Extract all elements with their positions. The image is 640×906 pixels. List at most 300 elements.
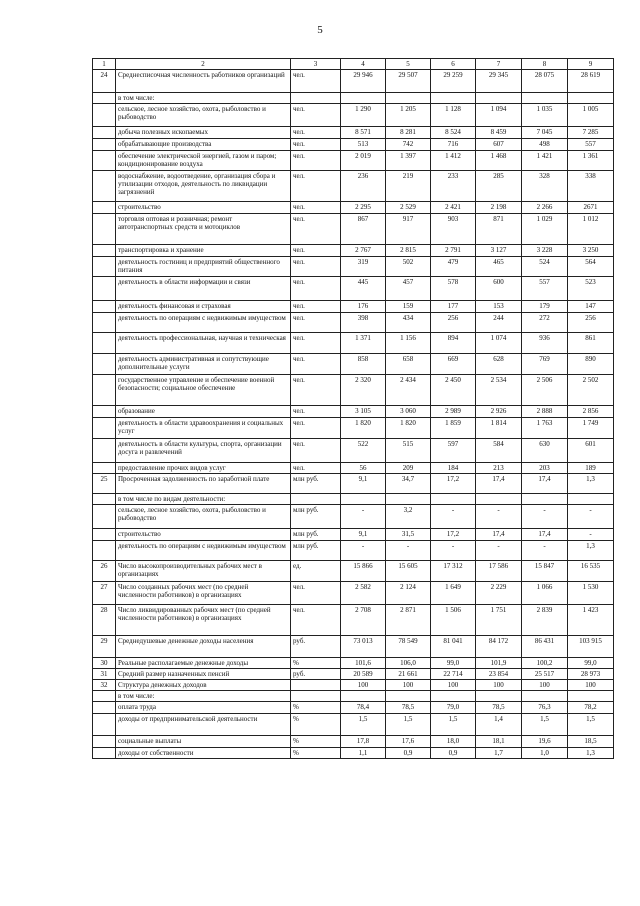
table-row bbox=[93, 127, 614, 139]
row-number-cell: 28 bbox=[93, 605, 116, 636]
value-cell: 3 228 bbox=[522, 245, 568, 257]
row-number-cell: 29 bbox=[93, 636, 116, 658]
value-cell: 2 989 bbox=[431, 406, 476, 418]
value-cell: 2 856 bbox=[568, 406, 614, 418]
value-cell: 557 bbox=[522, 277, 568, 301]
value-cell: 867 bbox=[341, 214, 386, 245]
indicator-name-cell: Число ликвидированных рабочих мест (по средней численности работников) в организациях bbox=[116, 605, 291, 636]
value-cell: 1 506 bbox=[431, 605, 476, 636]
value-cell: 1,7 bbox=[476, 748, 522, 759]
table-row bbox=[93, 494, 614, 505]
unit-cell: млн руб. bbox=[291, 541, 341, 561]
value-cell: 1 066 bbox=[522, 582, 568, 605]
unit-cell: чел. bbox=[291, 605, 341, 636]
value-cell: 76,3 bbox=[522, 702, 568, 714]
value-cell: 20 589 bbox=[341, 669, 386, 680]
unit-cell: чел. bbox=[291, 277, 341, 301]
value-cell: 15 605 bbox=[386, 561, 431, 582]
value-cell bbox=[386, 494, 431, 505]
table-row bbox=[93, 418, 614, 439]
value-cell: 1 361 bbox=[568, 151, 614, 171]
value-cell: 597 bbox=[431, 439, 476, 463]
value-cell: 56 bbox=[341, 463, 386, 474]
value-cell bbox=[476, 691, 522, 702]
value-cell: 17 312 bbox=[431, 561, 476, 582]
value-cell: 1 074 bbox=[476, 333, 522, 354]
row-number-cell: 27 bbox=[93, 582, 116, 605]
table-row bbox=[93, 354, 614, 375]
value-cell: 2 434 bbox=[386, 375, 431, 406]
indicator-name-cell: обрабатывающие производства bbox=[116, 139, 291, 151]
value-cell: 244 bbox=[476, 313, 522, 333]
value-cell: 28 075 bbox=[522, 70, 568, 93]
value-cell: 769 bbox=[522, 354, 568, 375]
value-cell: 2 019 bbox=[341, 151, 386, 171]
value-cell: 153 bbox=[476, 301, 522, 313]
value-cell: 445 bbox=[341, 277, 386, 301]
value-cell: - bbox=[476, 541, 522, 561]
unit-cell bbox=[291, 93, 341, 104]
indicator-name-cell: в том числе по видам деятельности: bbox=[116, 494, 291, 505]
table-row bbox=[93, 277, 614, 301]
table-row bbox=[93, 474, 614, 494]
value-cell: 18,5 bbox=[568, 736, 614, 748]
indicator-name-cell: деятельность административная и сопутствующие дополнительные услуги bbox=[116, 354, 291, 375]
value-cell: 19,6 bbox=[522, 736, 568, 748]
value-cell: 1,5 bbox=[341, 714, 386, 736]
unit-cell: чел. bbox=[291, 214, 341, 245]
value-cell: 0,9 bbox=[386, 748, 431, 759]
value-cell: 100 bbox=[386, 680, 431, 691]
indicator-name-cell: оплата труда bbox=[116, 702, 291, 714]
value-cell: - bbox=[431, 505, 476, 529]
row-number-cell bbox=[93, 505, 116, 529]
value-cell: 515 bbox=[386, 439, 431, 463]
value-cell: 2 815 bbox=[386, 245, 431, 257]
unit-cell: чел. bbox=[291, 375, 341, 406]
table-row bbox=[93, 505, 614, 529]
indicator-name-cell: образование bbox=[116, 406, 291, 418]
value-cell: 2 839 bbox=[522, 605, 568, 636]
value-cell: 21 661 bbox=[386, 669, 431, 680]
row-number-cell bbox=[93, 104, 116, 127]
row-number-cell bbox=[93, 702, 116, 714]
row-number-cell bbox=[93, 313, 116, 333]
indicator-name-cell: предоставление прочих видов услуг bbox=[116, 463, 291, 474]
value-cell: 101,9 bbox=[476, 658, 522, 669]
row-number-cell bbox=[93, 529, 116, 541]
value-cell: 15 847 bbox=[522, 561, 568, 582]
value-cell: 189 bbox=[568, 463, 614, 474]
row-number-cell bbox=[93, 354, 116, 375]
value-cell: 871 bbox=[476, 214, 522, 245]
value-cell: 1 012 bbox=[568, 214, 614, 245]
indicator-name-cell: Реальные располагаемые денежные доходы bbox=[116, 658, 291, 669]
value-cell bbox=[341, 494, 386, 505]
table-row bbox=[93, 313, 614, 333]
value-cell: 9,1 bbox=[341, 474, 386, 494]
value-cell: 628 bbox=[476, 354, 522, 375]
value-cell: 16 535 bbox=[568, 561, 614, 582]
value-cell: 1,0 bbox=[522, 748, 568, 759]
table-row bbox=[93, 171, 614, 202]
row-number-cell: 32 bbox=[93, 680, 116, 691]
value-cell: - bbox=[431, 541, 476, 561]
value-cell: 213 bbox=[476, 463, 522, 474]
table-row bbox=[93, 439, 614, 463]
value-cell: 18,0 bbox=[431, 736, 476, 748]
unit-cell: млн руб. bbox=[291, 505, 341, 529]
value-cell: 557 bbox=[568, 139, 614, 151]
row-number-cell bbox=[93, 171, 116, 202]
value-cell: 209 bbox=[386, 463, 431, 474]
row-number-cell: 30 bbox=[93, 658, 116, 669]
value-cell: 233 bbox=[431, 171, 476, 202]
value-cell: 338 bbox=[568, 171, 614, 202]
table-row bbox=[93, 605, 614, 636]
unit-cell: % bbox=[291, 736, 341, 748]
row-number-cell bbox=[93, 736, 116, 748]
unit-cell: % bbox=[291, 658, 341, 669]
row-number-cell bbox=[93, 245, 116, 257]
unit-cell: млн руб. bbox=[291, 474, 341, 494]
value-cell: 177 bbox=[431, 301, 476, 313]
indicator-name-cell: в том числе: bbox=[116, 691, 291, 702]
value-cell: 29 507 bbox=[386, 70, 431, 93]
column-number-2: 2 bbox=[116, 59, 291, 70]
value-cell: 434 bbox=[386, 313, 431, 333]
value-cell bbox=[476, 93, 522, 104]
unit-cell: % bbox=[291, 714, 341, 736]
value-cell: 2 229 bbox=[476, 582, 522, 605]
value-cell: 2 320 bbox=[341, 375, 386, 406]
table-row bbox=[93, 714, 614, 736]
value-cell: 1 530 bbox=[568, 582, 614, 605]
row-number-cell: 31 bbox=[93, 669, 116, 680]
table-row bbox=[93, 70, 614, 93]
indicator-name-cell: водоснабжение, водоотведение, организация сбора и утилизации отходов, деятельность по ликвидации загрязнений bbox=[116, 171, 291, 202]
unit-cell: чел. bbox=[291, 127, 341, 139]
value-cell bbox=[431, 691, 476, 702]
value-cell: 1 814 bbox=[476, 418, 522, 439]
value-cell: 1,3 bbox=[568, 474, 614, 494]
table-row bbox=[93, 582, 614, 605]
unit-cell: чел. bbox=[291, 333, 341, 354]
value-cell: 2 421 bbox=[431, 202, 476, 214]
value-cell: 2 529 bbox=[386, 202, 431, 214]
value-cell bbox=[341, 691, 386, 702]
value-cell: - bbox=[341, 505, 386, 529]
value-cell: 1,1 bbox=[341, 748, 386, 759]
row-number-cell bbox=[93, 333, 116, 354]
row-number-cell: 25 bbox=[93, 474, 116, 494]
indicator-name-cell: строительство bbox=[116, 202, 291, 214]
table-row bbox=[93, 529, 614, 541]
value-cell: 936 bbox=[522, 333, 568, 354]
value-cell: 17,4 bbox=[476, 529, 522, 541]
row-number-cell bbox=[93, 714, 116, 736]
value-cell: 2 888 bbox=[522, 406, 568, 418]
value-cell: 522 bbox=[341, 439, 386, 463]
value-cell: 219 bbox=[386, 171, 431, 202]
table-row bbox=[93, 561, 614, 582]
value-cell: 398 bbox=[341, 313, 386, 333]
value-cell: 607 bbox=[476, 139, 522, 151]
value-cell: 1 156 bbox=[386, 333, 431, 354]
table-row bbox=[93, 680, 614, 691]
indicator-name-cell: доходы от собственности bbox=[116, 748, 291, 759]
value-cell: 2 124 bbox=[386, 582, 431, 605]
value-cell: - bbox=[522, 505, 568, 529]
value-cell: 159 bbox=[386, 301, 431, 313]
row-number-cell bbox=[93, 691, 116, 702]
table-row bbox=[93, 245, 614, 257]
value-cell: 2 871 bbox=[386, 605, 431, 636]
value-cell: 742 bbox=[386, 139, 431, 151]
value-cell bbox=[568, 494, 614, 505]
value-cell: 513 bbox=[341, 139, 386, 151]
value-cell: 31,5 bbox=[386, 529, 431, 541]
unit-cell: чел. bbox=[291, 582, 341, 605]
value-cell: 858 bbox=[341, 354, 386, 375]
page-number: 5 bbox=[317, 24, 323, 36]
value-cell: 22 714 bbox=[431, 669, 476, 680]
table-row bbox=[93, 104, 614, 127]
value-cell: 630 bbox=[522, 439, 568, 463]
value-cell: 1 649 bbox=[431, 582, 476, 605]
value-cell: 17,4 bbox=[476, 474, 522, 494]
value-cell: 2 791 bbox=[431, 245, 476, 257]
indicator-name-cell: в том числе: bbox=[116, 93, 291, 104]
indicator-name-cell: Среднедушевые денежные доходы населения bbox=[116, 636, 291, 658]
row-number-cell bbox=[93, 139, 116, 151]
indicator-name-cell: Число созданных рабочих мест (по средней численности работников) в организациях bbox=[116, 582, 291, 605]
value-cell: 1 421 bbox=[522, 151, 568, 171]
value-cell: 2 708 bbox=[341, 605, 386, 636]
unit-cell: чел. bbox=[291, 245, 341, 257]
statistics-table bbox=[92, 58, 614, 759]
value-cell: 100,2 bbox=[522, 658, 568, 669]
unit-cell: чел. bbox=[291, 139, 341, 151]
value-cell bbox=[386, 691, 431, 702]
value-cell: 17,4 bbox=[522, 474, 568, 494]
table-row bbox=[93, 658, 614, 669]
value-cell bbox=[522, 93, 568, 104]
value-cell: 1 035 bbox=[522, 104, 568, 127]
value-cell: 3,2 bbox=[386, 505, 431, 529]
column-number-7: 7 bbox=[476, 59, 522, 70]
value-cell: 81 041 bbox=[431, 636, 476, 658]
column-number-1: 1 bbox=[93, 59, 116, 70]
row-number-cell bbox=[93, 463, 116, 474]
value-cell: 100 bbox=[522, 680, 568, 691]
unit-cell: чел. bbox=[291, 104, 341, 127]
value-cell: 1 205 bbox=[386, 104, 431, 127]
value-cell: 34,7 bbox=[386, 474, 431, 494]
value-cell: 2 266 bbox=[522, 202, 568, 214]
value-cell: 100 bbox=[431, 680, 476, 691]
value-cell: 15 866 bbox=[341, 561, 386, 582]
value-cell: 28 973 bbox=[568, 669, 614, 680]
value-cell: 3 127 bbox=[476, 245, 522, 257]
unit-cell: чел. bbox=[291, 354, 341, 375]
indicator-name-cell: Число высокопроизводительных рабочих мест в организациях bbox=[116, 561, 291, 582]
value-cell bbox=[522, 691, 568, 702]
value-cell: 890 bbox=[568, 354, 614, 375]
row-number-cell bbox=[93, 541, 116, 561]
column-number-3: 3 bbox=[291, 59, 341, 70]
indicator-name-cell: транспортировка и хранение bbox=[116, 245, 291, 257]
indicator-name-cell: деятельность по операциям с недвижимым имуществом bbox=[116, 541, 291, 561]
value-cell: 1 859 bbox=[431, 418, 476, 439]
value-cell: 1 029 bbox=[522, 214, 568, 245]
value-cell: 179 bbox=[522, 301, 568, 313]
value-cell: 101,6 bbox=[341, 658, 386, 669]
value-cell: 184 bbox=[431, 463, 476, 474]
row-number-cell bbox=[93, 418, 116, 439]
unit-cell: % bbox=[291, 748, 341, 759]
indicator-name-cell: деятельность гостиниц и предприятий общественного питания bbox=[116, 257, 291, 277]
row-number-cell bbox=[93, 277, 116, 301]
indicator-name-cell: деятельность в области информации и связи bbox=[116, 277, 291, 301]
table-row bbox=[93, 463, 614, 474]
table-row bbox=[93, 406, 614, 418]
value-cell: 86 431 bbox=[522, 636, 568, 658]
unit-cell: чел. bbox=[291, 151, 341, 171]
value-cell: 1 128 bbox=[431, 104, 476, 127]
value-cell: 2671 bbox=[568, 202, 614, 214]
row-number-cell bbox=[93, 93, 116, 104]
unit-cell: чел. bbox=[291, 406, 341, 418]
value-cell: 236 bbox=[341, 171, 386, 202]
value-cell: 203 bbox=[522, 463, 568, 474]
row-number-cell bbox=[93, 748, 116, 759]
value-cell: 0,9 bbox=[431, 748, 476, 759]
value-cell: 669 bbox=[431, 354, 476, 375]
value-cell: 658 bbox=[386, 354, 431, 375]
value-cell: 1 412 bbox=[431, 151, 476, 171]
table-row bbox=[93, 702, 614, 714]
table-row bbox=[93, 257, 614, 277]
value-cell: 1,5 bbox=[386, 714, 431, 736]
value-cell: 79,0 bbox=[431, 702, 476, 714]
value-cell: 601 bbox=[568, 439, 614, 463]
unit-cell: чел. bbox=[291, 171, 341, 202]
value-cell: 457 bbox=[386, 277, 431, 301]
value-cell: 8 571 bbox=[341, 127, 386, 139]
value-cell: 18,1 bbox=[476, 736, 522, 748]
value-cell: 17,8 bbox=[341, 736, 386, 748]
row-number-cell bbox=[93, 301, 116, 313]
value-cell: 25 517 bbox=[522, 669, 568, 680]
value-cell: 2 534 bbox=[476, 375, 522, 406]
column-number-8: 8 bbox=[522, 59, 568, 70]
value-cell: 1,3 bbox=[568, 541, 614, 561]
value-cell: 2 926 bbox=[476, 406, 522, 418]
indicator-name-cell: Среднесписочная численность работников организаций bbox=[116, 70, 291, 93]
row-number-cell: 24 bbox=[93, 70, 116, 93]
value-cell: 861 bbox=[568, 333, 614, 354]
value-cell: 1,5 bbox=[568, 714, 614, 736]
indicator-name-cell: строительство bbox=[116, 529, 291, 541]
value-cell: 1 820 bbox=[386, 418, 431, 439]
value-cell: 1 423 bbox=[568, 605, 614, 636]
value-cell: 78 549 bbox=[386, 636, 431, 658]
unit-cell: млн руб. bbox=[291, 529, 341, 541]
unit-cell bbox=[291, 691, 341, 702]
indicator-name-cell: доходы от предпринимательской деятельности bbox=[116, 714, 291, 736]
value-cell bbox=[476, 494, 522, 505]
value-cell: 319 bbox=[341, 257, 386, 277]
value-cell: 2 506 bbox=[522, 375, 568, 406]
value-cell: 29 345 bbox=[476, 70, 522, 93]
value-cell: 1 468 bbox=[476, 151, 522, 171]
value-cell: 523 bbox=[568, 277, 614, 301]
value-cell: 716 bbox=[431, 139, 476, 151]
value-cell: 3 105 bbox=[341, 406, 386, 418]
value-cell: 1 094 bbox=[476, 104, 522, 127]
value-cell: 100 bbox=[568, 680, 614, 691]
row-number-cell bbox=[93, 406, 116, 418]
row-number-cell bbox=[93, 439, 116, 463]
value-cell: 1 820 bbox=[341, 418, 386, 439]
value-cell: 256 bbox=[431, 313, 476, 333]
value-cell bbox=[568, 93, 614, 104]
value-cell: 103 915 bbox=[568, 636, 614, 658]
unit-cell: руб. bbox=[291, 636, 341, 658]
value-cell bbox=[431, 494, 476, 505]
value-cell: 78,5 bbox=[476, 702, 522, 714]
row-number-cell bbox=[93, 127, 116, 139]
value-cell: 28 619 bbox=[568, 70, 614, 93]
value-cell: 917 bbox=[386, 214, 431, 245]
value-cell bbox=[341, 93, 386, 104]
value-cell: 2 450 bbox=[431, 375, 476, 406]
value-cell: 256 bbox=[568, 313, 614, 333]
value-cell: 584 bbox=[476, 439, 522, 463]
value-cell: 100 bbox=[476, 680, 522, 691]
indicator-name-cell: Структура денежных доходов bbox=[116, 680, 291, 691]
value-cell: 328 bbox=[522, 171, 568, 202]
table-row bbox=[93, 301, 614, 313]
table-row bbox=[93, 748, 614, 759]
value-cell: 1 763 bbox=[522, 418, 568, 439]
value-cell: 479 bbox=[431, 257, 476, 277]
value-cell: 17,4 bbox=[522, 529, 568, 541]
value-cell: 578 bbox=[431, 277, 476, 301]
value-cell: 176 bbox=[341, 301, 386, 313]
value-cell: 99,0 bbox=[568, 658, 614, 669]
column-number-4: 4 bbox=[341, 59, 386, 70]
value-cell: 29 259 bbox=[431, 70, 476, 93]
value-cell: 29 946 bbox=[341, 70, 386, 93]
row-number-cell bbox=[93, 375, 116, 406]
row-number-cell bbox=[93, 257, 116, 277]
value-cell: - bbox=[476, 505, 522, 529]
unit-cell: чел. bbox=[291, 463, 341, 474]
value-cell: 106,0 bbox=[386, 658, 431, 669]
value-cell bbox=[431, 93, 476, 104]
value-cell: 1,3 bbox=[568, 748, 614, 759]
value-cell: 7 285 bbox=[568, 127, 614, 139]
value-cell: 100 bbox=[341, 680, 386, 691]
value-cell: 147 bbox=[568, 301, 614, 313]
indicator-name-cell: деятельность финансовая и страховая bbox=[116, 301, 291, 313]
value-cell: 17,2 bbox=[431, 474, 476, 494]
indicator-name-cell: государственное управление и обеспечение военной безопасности; социальное обеспечение bbox=[116, 375, 291, 406]
unit-cell bbox=[291, 494, 341, 505]
value-cell: 272 bbox=[522, 313, 568, 333]
